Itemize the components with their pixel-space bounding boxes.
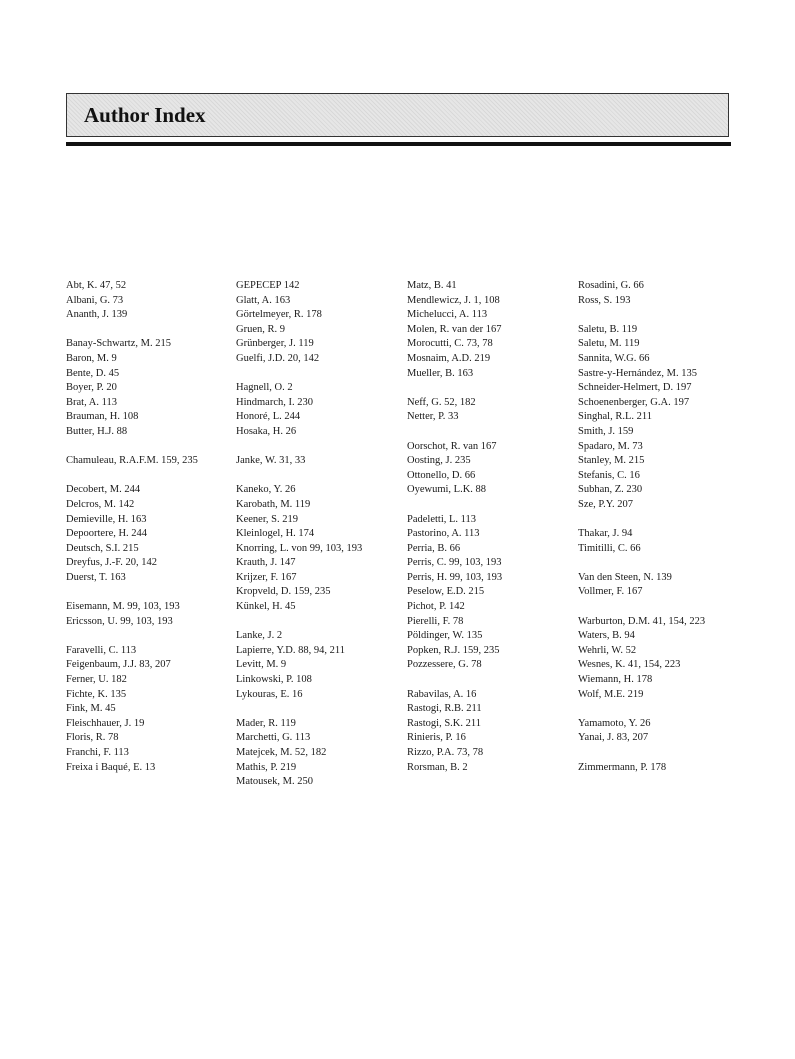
index-entry: Oyewumi, L.K. 88 <box>407 484 487 496</box>
index-entry: Rinieris, P. 16 <box>407 732 466 744</box>
index-entry: Görtelmeyer, R. 178 <box>236 309 322 321</box>
index-entry: Yamamoto, Y. 26 <box>578 717 651 729</box>
index-entry: Mathis, P. 219 <box>236 761 297 773</box>
index-entry: Timitilli, C. 66 <box>578 542 641 554</box>
letter-gap <box>66 585 226 600</box>
index-entry: Feigenbaum, J.J. 83, 207 <box>66 659 171 671</box>
index-entry: Sannita, W.G. 66 <box>578 352 650 364</box>
index-entry: Karobath, M. 119 <box>236 498 311 510</box>
index-entry: Matz, B. 41 <box>407 280 457 291</box>
index-entry: Decobert, M. 244 <box>66 484 141 496</box>
letter-gap <box>407 498 572 513</box>
title-banner <box>66 93 729 137</box>
index-entry: Perria, B. 66 <box>407 542 461 554</box>
index-entry: Mendlewicz, J. 1, 108 <box>407 294 500 306</box>
index-entry: Perris, C. 99, 103, 193 <box>407 557 502 569</box>
index-entry: Pöldinger, W. 135 <box>407 630 483 642</box>
index-entry: Stefanis, C. 16 <box>578 469 640 481</box>
letter-gap <box>66 469 226 484</box>
index-entry: Gruen, R. 9 <box>236 323 285 335</box>
index-entry: Kleinlogel, H. 174 <box>236 528 315 540</box>
letter-gap <box>236 469 404 484</box>
index-entry: Faravelli, C. 113 <box>66 644 137 656</box>
index-entry: Ericsson, U. 99, 103, 193 <box>66 615 173 627</box>
index-entry: Fleischhauer, J. 19 <box>66 717 145 729</box>
index-entry: Demieville, H. 163 <box>66 513 147 525</box>
letter-gap <box>236 702 404 717</box>
index-entry: Mader, R. 119 <box>236 717 296 729</box>
index-entry: Kaneko, Y. 26 <box>236 484 296 496</box>
index-entry: Pierelli, F. 78 <box>407 615 464 627</box>
index-entry: Depoortere, H. 244 <box>66 528 148 540</box>
index-entry: Oorschot, R. van 167 <box>407 440 497 452</box>
index-entry: Guelfi, J.D. 20, 142 <box>236 352 320 364</box>
index-entry: Warburton, D.M. 41, 154, 223 <box>578 615 706 627</box>
index-entry: Rastogi, S.K. 211 <box>407 717 481 729</box>
page-title: Author Index <box>84 103 206 127</box>
letter-gap <box>578 746 768 761</box>
index-entry: Matousek, M. 250 <box>236 776 313 788</box>
index-entry: Stanley, M. 215 <box>578 455 645 467</box>
index-entry: Marchetti, G. 113 <box>236 732 311 744</box>
index-entry: Mueller, B. 163 <box>407 367 474 379</box>
index-entry: Bente, D. 45 <box>66 367 120 379</box>
index-entry: Rorsman, B. 2 <box>407 761 468 773</box>
index-entry: Hosaka, H. 26 <box>236 425 297 437</box>
index-entry: Abt, K. 47, 52 <box>66 280 127 291</box>
index-entry: Saletu, M. 119 <box>578 338 640 350</box>
index-entry: Saletu, B. 119 <box>578 323 638 335</box>
index-entry: Floris, R. 78 <box>66 732 119 744</box>
index-entry: Morocutti, C. 73, 78 <box>407 338 493 350</box>
letter-gap <box>66 440 226 455</box>
index-entry: Vollmer, F. 167 <box>578 586 643 598</box>
index-entry: Wehrli, W. 52 <box>578 644 637 656</box>
index-entry: Linkowski, P. 108 <box>236 674 312 686</box>
index-entry: Wiemann, H. 178 <box>578 674 653 686</box>
letter-gap <box>66 323 226 338</box>
index-entry: Krijzer, F. 167 <box>236 571 297 583</box>
index-column-2 <box>236 279 404 790</box>
index-entry: Perris, H. 99, 103, 193 <box>407 571 503 583</box>
letter-gap <box>578 308 768 323</box>
letter-gap <box>578 556 768 571</box>
index-entry: Banay-Schwartz, M. 215 <box>66 338 171 350</box>
index-entry: Subhan, Z. 230 <box>578 484 643 496</box>
index-entry: Thakar, J. 94 <box>578 528 633 540</box>
index-entry: Ferner, U. 182 <box>66 674 127 686</box>
index-entry: Honoré, L. 244 <box>236 411 301 423</box>
index-entry: Popken, R.J. 159, 235 <box>407 644 500 656</box>
index-entry: Eisemann, M. 99, 103, 193 <box>66 601 180 613</box>
index-entry: Sastre-y-Hernández, M. 135 <box>578 367 697 379</box>
index-entry: Mosnaim, A.D. 219 <box>407 352 491 364</box>
index-entry: Molen, R. van der 167 <box>407 323 502 335</box>
index-entry: Franchi, F. 113 <box>66 747 129 758</box>
index-entry: Spadaro, M. 73 <box>578 440 643 452</box>
index-entry: Chamuleau, R.A.F.M. 159, 235 <box>66 455 198 467</box>
index-entry: Rabavilas, A. 16 <box>407 688 477 700</box>
index-entry: Kropveld, D. 159, 235 <box>236 586 331 598</box>
index-entry: Knorring, L. von 99, 103, 193 <box>236 542 363 554</box>
index-entry: Zimmermann, P. 178 <box>578 761 667 773</box>
index-entry: Brauman, H. 108 <box>66 411 139 423</box>
index-entry: Butter, H.J. 88 <box>66 425 128 437</box>
index-entry: Smith, J. 159 <box>578 425 634 437</box>
index-entry: Duerst, T. 163 <box>66 571 126 583</box>
index-entry: Pozzessere, G. 78 <box>407 659 482 671</box>
index-entry: Singhal, R.L. 211 <box>578 411 652 423</box>
index-entry: Padeletti, L. 113 <box>407 513 477 525</box>
index-entry: Künkel, H. 45 <box>236 601 296 613</box>
index-entry: Pichot, P. 142 <box>407 601 465 613</box>
letter-gap <box>66 629 226 644</box>
index-entry: Fink, M. 45 <box>66 703 116 715</box>
index-column-3 <box>407 279 572 775</box>
index-entry: Ananth, J. 139 <box>66 309 128 321</box>
letter-gap <box>236 367 404 382</box>
index-entry: Netter, P. 33 <box>407 411 459 423</box>
index-entry: Lanke, J. 2 <box>236 630 283 642</box>
index-entry: Levitt, M. 9 <box>236 659 287 671</box>
index-entry: Yanai, J. 83, 207 <box>578 732 649 744</box>
letter-gap <box>407 673 572 688</box>
index-entry: Delcros, M. 142 <box>66 498 135 510</box>
index-entry: Freixa i Baqué, E. 13 <box>66 761 156 773</box>
index-entry: Boyer, P. 20 <box>66 382 117 394</box>
letter-gap <box>578 702 768 717</box>
index-entry: Neff, G. 52, 182 <box>407 396 476 408</box>
letter-gap <box>236 615 404 630</box>
index-entry: Peselow, E.D. 215 <box>407 586 485 598</box>
index-entry: Brat, A. 113 <box>66 396 117 408</box>
index-entry: Grünberger, J. 119 <box>236 338 314 350</box>
index-entry: Hagnell, O. 2 <box>236 382 293 394</box>
index-entry: Hindmarch, I. 230 <box>236 396 313 408</box>
index-entry: Baron, M. 9 <box>66 352 117 364</box>
index-entry: Waters, B. 94 <box>578 630 635 642</box>
index-entry: Krauth, J. 147 <box>236 557 296 569</box>
index-entry: Rosadini, G. 66 <box>578 280 644 291</box>
index-entry: Rizzo, P.A. 73, 78 <box>407 747 484 758</box>
index-entry: Ross, S. 193 <box>578 294 631 306</box>
index-column-4 <box>578 279 768 775</box>
index-entry: Schoenenberger, G.A. 197 <box>578 396 690 408</box>
index-entry: Sze, P.Y. 207 <box>578 498 633 510</box>
index-entry: Glatt, A. 163 <box>236 294 291 306</box>
index-entry: GEPECEP 142 <box>236 280 300 291</box>
letter-gap <box>407 381 572 396</box>
index-entry: Lykouras, E. 16 <box>236 688 303 700</box>
index-entry: Keener, S. 219 <box>236 513 298 525</box>
letter-gap <box>578 600 768 615</box>
index-entry: Rastogi, R.B. 211 <box>407 703 482 715</box>
index-entry: Wolf, M.E. 219 <box>578 688 644 700</box>
index-entry: Van den Steen, N. 139 <box>578 571 672 583</box>
letter-gap <box>407 425 572 440</box>
index-entry: Fichte, K. 135 <box>66 688 127 700</box>
index-entry: Deutsch, S.I. 215 <box>66 542 139 554</box>
index-entry: Wesnes, K. 41, 154, 223 <box>578 659 681 671</box>
index-entry: Janke, W. 31, 33 <box>236 455 306 467</box>
index-entry: Albani, G. 73 <box>66 294 124 306</box>
index-entry: Pastorino, A. 113 <box>407 528 480 540</box>
letter-gap <box>578 513 768 528</box>
index-entry: Oosting, J. 235 <box>407 455 471 467</box>
index-entry: Dreyfus, J.-F. 20, 142 <box>66 557 158 569</box>
title-rule <box>66 142 731 146</box>
index-column-1 <box>66 279 226 775</box>
index-entry: Lapierre, Y.D. 88, 94, 211 <box>236 644 345 656</box>
index-entry: Schneider-Helmert, D. 197 <box>578 382 692 394</box>
index-entry: Matejcek, M. 52, 182 <box>236 747 327 758</box>
index-entry: Michelucci, A. 113 <box>407 309 488 321</box>
index-entry: Ottonello, D. 66 <box>407 469 476 481</box>
letter-gap <box>236 440 404 455</box>
